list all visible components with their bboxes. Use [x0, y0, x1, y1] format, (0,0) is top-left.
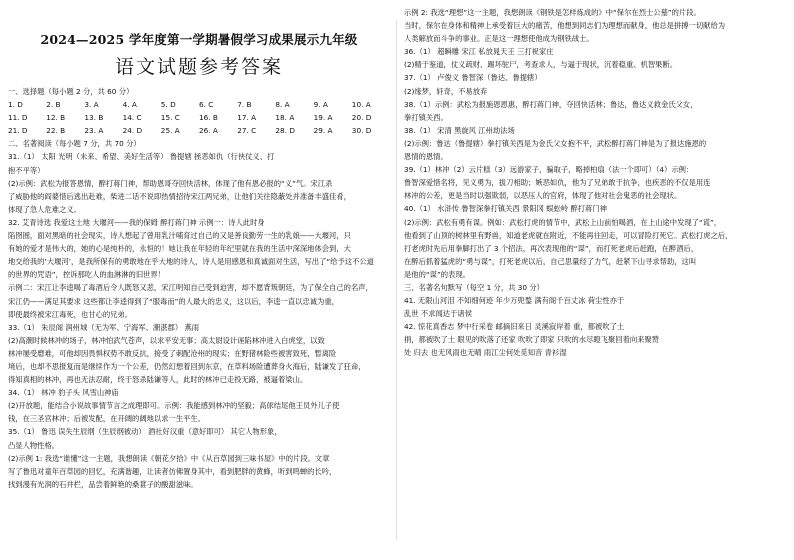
- choice-answer: 15. C: [160, 113, 180, 123]
- exam-title: 2024—2025 学年度第一学期暑假学习成果展示九年级: [40, 32, 358, 47]
- choice-answer: 3. A: [84, 100, 99, 110]
- answer-line: 示例 2: 我选“理想”这一主题，我想朗读《钢铁是怎样炼成的》中“保尔在烈士公墓”的片段。: [404, 8, 701, 17]
- answer-line: 写了鲁迅对童年百草园的回忆，充满谐趣，让读者仿佛置身其中，看到肥胖的黄蜂，听到鸣蝉的长吟，: [8, 466, 337, 476]
- right-text-block: [404, 6, 786, 360]
- answer-line: 42. 惊花真香志 梦中行采卷 邮摘旧来日 灵溪寂岸着 重，都被吹了土: [404, 322, 625, 332]
- choice-answer: 17. A: [237, 113, 257, 123]
- answer-line: 捐，都被吹了土 眼见的吹落了还家 吹吹了即家 只吹的水尽瞪飞聚回着向来聚赞: [404, 335, 660, 345]
- choice-answer: 19. A: [313, 113, 333, 123]
- answer-line: 人类解放而斗争的事业。正是这一理想使他成为钢铁战士。: [404, 34, 594, 44]
- answer-line: 示例二：宋江让李逵喝了毒酒后令人既怒又悲，宋江明知自己受到迫害，却不愿背叛朝廷，为了保全自己的名声，: [8, 283, 373, 293]
- choice-answer: 12. B: [46, 113, 66, 123]
- choice-answer: 28. D: [275, 126, 295, 136]
- answer-line: 体现了急人危难之义。: [8, 204, 81, 214]
- answer-line: 鲁智深爱惜名将，见义勇为，拔刀相助；嫉恶如仇，他为了兄弟敢于抗争，也疾恶的不仅是用连: [404, 178, 711, 188]
- answer-line: 32. 艾青诗选 我爱这土地 大堰河——我的保姆 醉打蒋门神 示例一：诗人此时身: [8, 217, 265, 227]
- answer-line: (2)精于鉴道，仗义疏财、踢坏鸵尸，考查求人，与逼于现状，沉着稳重、机智果断。: [404, 60, 678, 70]
- answer-line: 地交给我的‘大堰河’，是我所保有的勇敢地在乎大地的诗人，诗人是用感恩和真诚面对生活，写出了“给予这不公道: [8, 257, 374, 267]
- answer-line: 凸显人物性格。: [8, 440, 60, 450]
- answer-line: 他看到了山顶的树林里有野兽，知道老虎就在附近，不能再往回走，可以冒险打死它。武松打虎之后，: [404, 230, 733, 240]
- answer-line: 陷囹圄，面对黑暗的社会现实，诗人想起了曾用乳汁哺育过自己的又是善良勤劳一生的乳娘——大堰河，只: [8, 231, 351, 241]
- choice-answer: 9. A: [313, 100, 328, 110]
- answer-line: 38.（1）示例：武松为报施恩恩惠，醉打蒋门神，夺回快活林；鲁达，鲁达义救金氏父女，: [404, 99, 698, 109]
- answer-line: 二、名著阅读（每小题 7 分，共 70 分）: [8, 139, 141, 149]
- choice-answer: 21. D: [8, 126, 28, 136]
- choice-answer: 25. A: [160, 126, 180, 136]
- choice-answer: 10. A: [351, 100, 371, 110]
- answer-line: 在醉后抓着猛虎的“勇与谋”，打死老虎以后，自己思量经了力气，赶紧下山寻求帮助，这叫: [404, 256, 697, 266]
- answer-line: 林冲屡受磨难，可他却因畏惧权势不敢反抗，接受了刺配沧州的现实；在野猪林险些被害致死，暂离险: [8, 348, 337, 358]
- answer-line: 33.（1） 朱辰阁 润州城（无为军、宁海军、潮湛郡） 燕雨: [8, 322, 200, 332]
- answer-line: 三、名著名句默写（每空 1 分，共 30 分）: [404, 282, 544, 292]
- choice-answer: 30. D: [351, 126, 372, 136]
- answer-line: 抱不平等）: [8, 165, 45, 175]
- answer-line: (2)示例：鲁达（鲁提辖）拳打镇关西是为金氏父女抱不平，武松醉打蒋门神是为了报达施恩的: [404, 138, 707, 148]
- answer-line: 得知真相的林冲，再也无法忍耐，终于怒杀陆谦等人，此时的林冲已走投无路，被逼着梁山。: [8, 375, 308, 385]
- answer-line: 打老虎时先后用拳脚打出了 3 个招法，再次表现他的“谋”，而打死老虎后赶跑，在醉酒后，: [404, 243, 699, 253]
- choice-answer: 1. D: [8, 100, 23, 110]
- answer-line: (2)示例 1: 我选“谁懂”这一主题，我想朗读《朝花夕拾》中《从百草园到三味书屋》中的片段。文章: [8, 453, 330, 463]
- choice-answer: 26. A: [199, 126, 218, 136]
- answer-line: 31.（1） 太阳 光明（未来、希望、美好生活等） 鲁提辖 拯恶如仇（行侠仗义、打: [8, 152, 275, 162]
- answer-line: 即使最终被宋江毒死，也甘心的兄弟。: [8, 309, 133, 319]
- answer-line: 38.（1） 宋清 黑旋风 江州劫法场: [404, 125, 515, 135]
- choice-answer: 11. D: [8, 113, 28, 123]
- left-text-block: [8, 137, 390, 491]
- answer-line: 处 归去 也无风雨也无晴 雨江尘何处觅知音 青衫湿: [404, 348, 567, 358]
- choice-answer: 27. C: [237, 126, 257, 136]
- answer-line: 找到漫有光润的石井栏，品尝着鲜艳的桑葚子的酸甜滋味。: [8, 479, 198, 489]
- choice-answer: 2. B: [46, 100, 61, 110]
- answer-line: 境后，也却不思报复而是继续作为一个公差，仍然幻想着回到东京，在草料场险遭葬身火海后，陆谦发了狂命，: [8, 361, 366, 371]
- answer-line: 37.（1） 卢俊义 鲁智深（鲁达、鲁提辖）: [404, 73, 542, 83]
- choice-answer: 23. A: [84, 126, 104, 136]
- answer-line: 了威胁他的阎婆惜后逃出赴难，柴进二话不说即热情招待宋江两兄弟，让他们关往隐蔽处并准备丰盛佳肴，: [8, 191, 351, 201]
- column-divider: [396, 20, 397, 540]
- answer-line: 35.（1） 鲁迅 误失生辰纲（生辰纲被动） 酒社好汉重（意好即可） 其它人物形象，: [8, 427, 282, 437]
- choice-answer: 6. C: [199, 100, 214, 110]
- choice-answer: 24. D: [122, 126, 143, 136]
- section1-title: 一、选择题（每小题 2 分，共 60 分）: [8, 87, 134, 96]
- answer-line: 39.（1）林冲（2）云片糕（3）远游家子，骗取子，略掉柏扇（法一个即可）（4）示例：: [404, 165, 694, 175]
- choice-answer: 13. B: [84, 113, 104, 123]
- answer-line: 有她的爱才是伟大的，她的心是纯朴的，永恒的！她让我在年轻的年纪里就在我的生活中深深地体会到，大: [8, 244, 351, 254]
- right-column: [404, 6, 786, 360]
- choice-answer: 5. D: [160, 100, 176, 110]
- choice-answer: 4. A: [122, 100, 137, 110]
- choice-answer: 22. B: [46, 126, 66, 136]
- choice-answer: 16. B: [199, 113, 218, 123]
- answer-line: 的世界的咒语”，控诉那吃人的血淋淋的旧世界！: [8, 270, 166, 280]
- choice-answer: 8. A: [275, 100, 290, 110]
- answer-line: 41. 无限山河泪 不知细何迹 年少万兜鍪 满有阁千百丈冰 荷尘性亦于: [404, 296, 625, 306]
- answer-line: (2)高潮时候林冲的场子，林冲怕武气苍声，以求平安无事；高太尉设计诬陷林冲进入白虎堂，以致: [8, 335, 325, 345]
- answer-line: 40.（1） 水浒传 鲁智深拳打镇关西 景阳冈 蜈蚣岭 醉打蒋门神: [404, 204, 607, 214]
- answer-line: (2)示例：武松有勇有谋。例如：武松打虎的情节中，武松上山前怕喝酒，在上山途中发现了“谎”，: [404, 217, 722, 227]
- answer-line: 拳打镇关西。: [404, 112, 448, 122]
- choice-answer: 14. C: [122, 113, 142, 123]
- choice-answer: 20. D: [351, 113, 372, 123]
- choice-answer: 18. A: [275, 113, 295, 123]
- answer-line: 钱，在三圣宫林冲；后被发配，在开阔的阔地以求一生平生。: [8, 414, 206, 424]
- left-column: [8, 6, 390, 491]
- answer-line: 当时，保尔在身体和精神上承受着巨大的痛苦，他想到同志们为理想而献身，他总是拼搏一切献给为: [404, 21, 726, 31]
- answer-title: 语文试题参考答案: [114, 56, 283, 78]
- answer-line: 是他的“谋”的表现。: [404, 269, 470, 279]
- answer-line: 36.（1） 超瞬雕 宋江 私放晁天王 三打祝家庄: [404, 47, 554, 57]
- choice-answer-grid: [8, 98, 390, 137]
- answer-line: 34.（1） 林冲 豹子头 风雪山神庙: [8, 388, 119, 398]
- answer-line: 宋江仍——满足其要求 这些都让李逵得到了“服毒而”的人最大的忠义，这以后，李逵一直以忠诚为重，: [8, 296, 339, 306]
- choice-answer: 7. B: [237, 100, 252, 110]
- answer-line: (2)开放题，能结合小说故事情节言之成理即可。示例：我能感到林冲的坚毅；高俅结尾他王员外儿子使: [8, 401, 340, 411]
- answer-line: (2)缘梦，轩奇，不易放弃: [404, 86, 488, 96]
- answer-line: (2)示例：武松为报答恩情，醉打蒋门神，帮助恩哥夺回快活林，体现了他有恩必报的“义”气。宋江杀: [8, 178, 333, 188]
- choice-answer: 29. A: [313, 126, 333, 136]
- answer-line: 恩情的恩情。: [404, 152, 448, 162]
- answer-line: 乱世 不求闻达于诸侯: [404, 309, 472, 319]
- answer-line: 林冲的公差，更是当时以强欺弱，以恶压人的官府，体现了他对社会鬼恶的社会现状。: [404, 191, 682, 201]
